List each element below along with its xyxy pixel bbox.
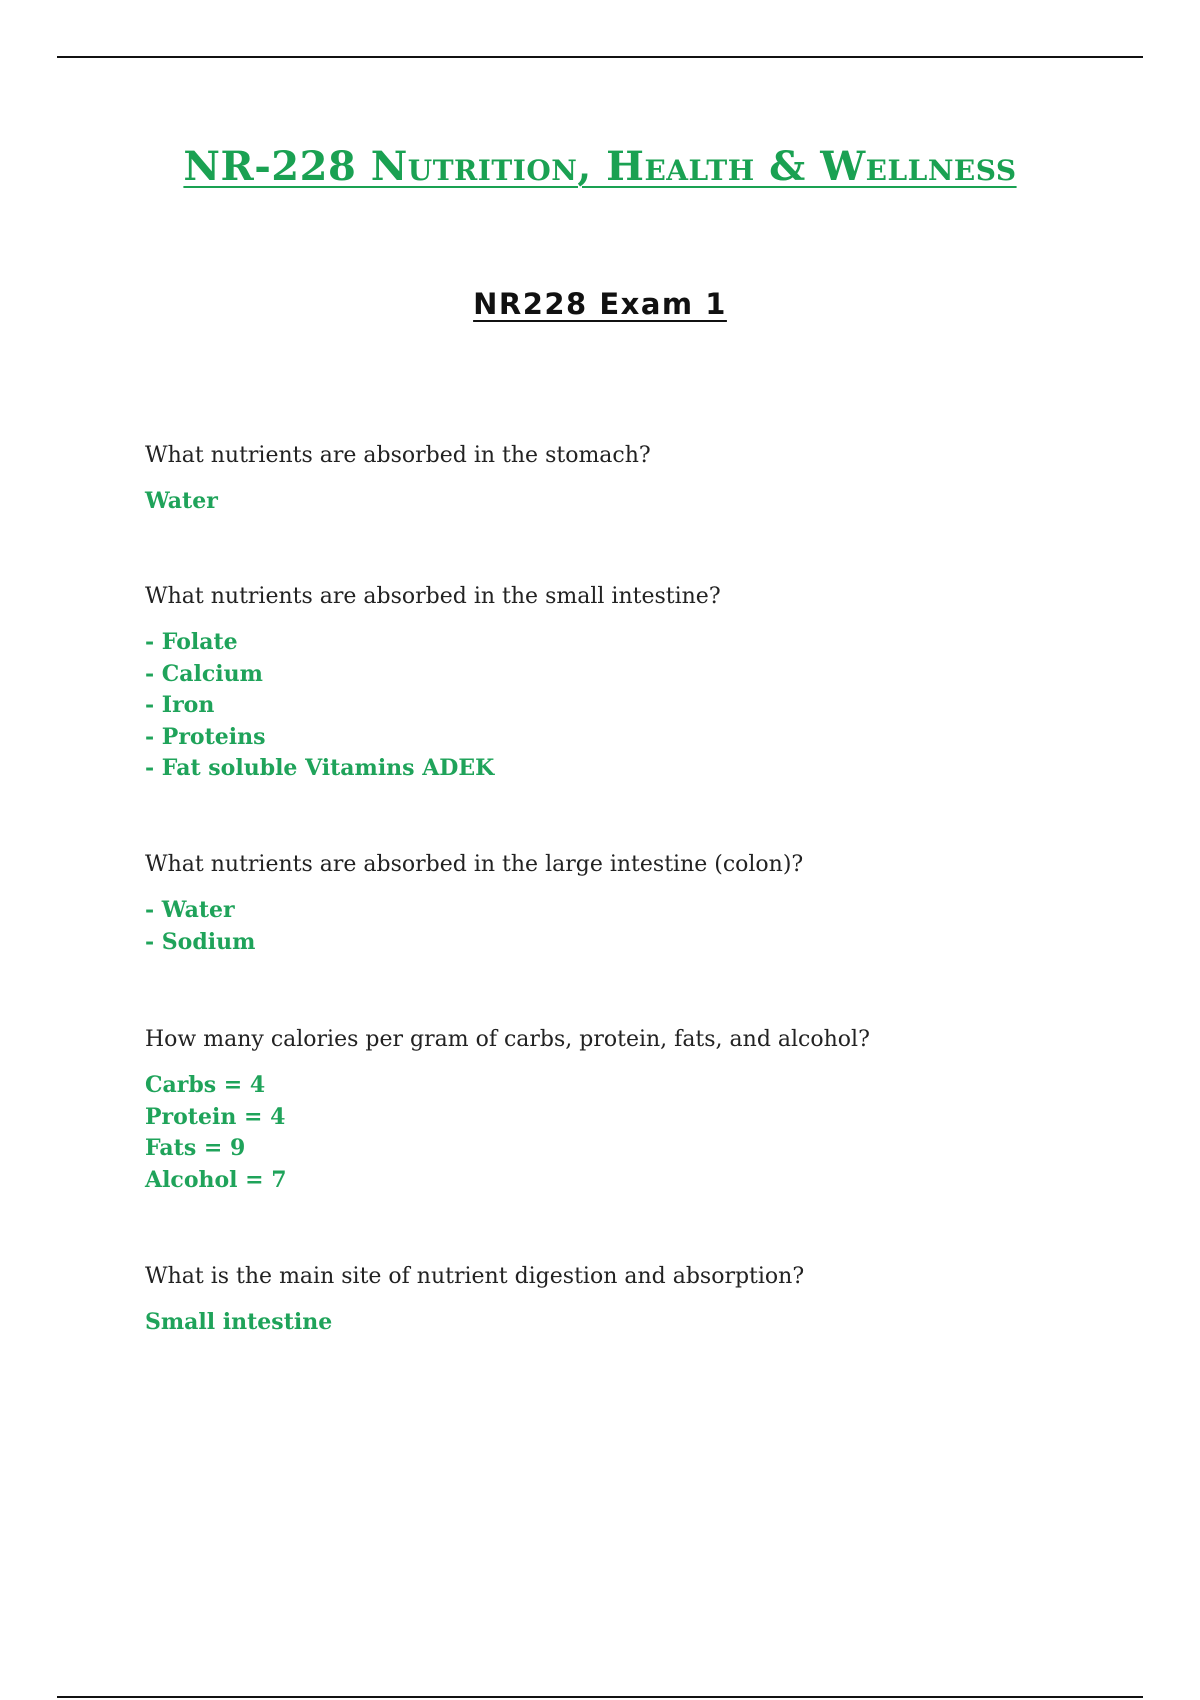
exam-title: [0, 287, 1200, 321]
answer-item: Carbs = 4: [145, 1072, 266, 1098]
question: What nutrients are absorbed in the small intestine?: [145, 584, 721, 609]
exam-title-text: NR228 Exam 1: [473, 287, 727, 321]
question: How many calories per gram of carbs, protein, fats, and alcohol?: [145, 1027, 870, 1052]
answer-list: [145, 895, 1145, 958]
qa-block-large-intestine: [145, 849, 1145, 958]
answer-list: [145, 627, 1145, 785]
answer-item: - Proteins: [145, 723, 266, 750]
answer-item: - Sodium: [145, 928, 256, 955]
answer-item: Small intestine: [145, 1309, 333, 1335]
answer-item: - Iron: [145, 692, 215, 718]
answer-list: [145, 1307, 1145, 1339]
document-title-text: NR-228 Nutrition, Health & Wellness: [183, 143, 1017, 190]
answer-item: - Calcium: [145, 660, 263, 687]
answer-item: Water: [145, 488, 218, 514]
answer-item: - Fat soluble Vitamins ADEK: [145, 755, 495, 781]
question: What is the main site of nutrient digestion and absorption?: [145, 1264, 805, 1289]
answer-list: [145, 1070, 1145, 1196]
answer-list: [145, 486, 1145, 518]
top-rule: [57, 56, 1143, 58]
answer-item: Fats = 9: [145, 1135, 246, 1161]
bottom-rule: [57, 1696, 1143, 1698]
qa-block-small-intestine: [145, 581, 1145, 785]
qa-block-main-site: [145, 1261, 1145, 1339]
qa-block-stomach: [145, 440, 1145, 518]
answer-item: - Folate: [145, 629, 238, 655]
document-title: [0, 143, 1200, 190]
answer-item: Alcohol = 7: [145, 1166, 287, 1193]
question: What nutrients are absorbed in the large intestine (colon)?: [145, 852, 804, 877]
question: What nutrients are absorbed in the stomach?: [145, 443, 651, 468]
qa-block-calories: [145, 1024, 1145, 1196]
answer-item: Protein = 4: [145, 1103, 286, 1130]
answer-item: - Water: [145, 897, 235, 923]
